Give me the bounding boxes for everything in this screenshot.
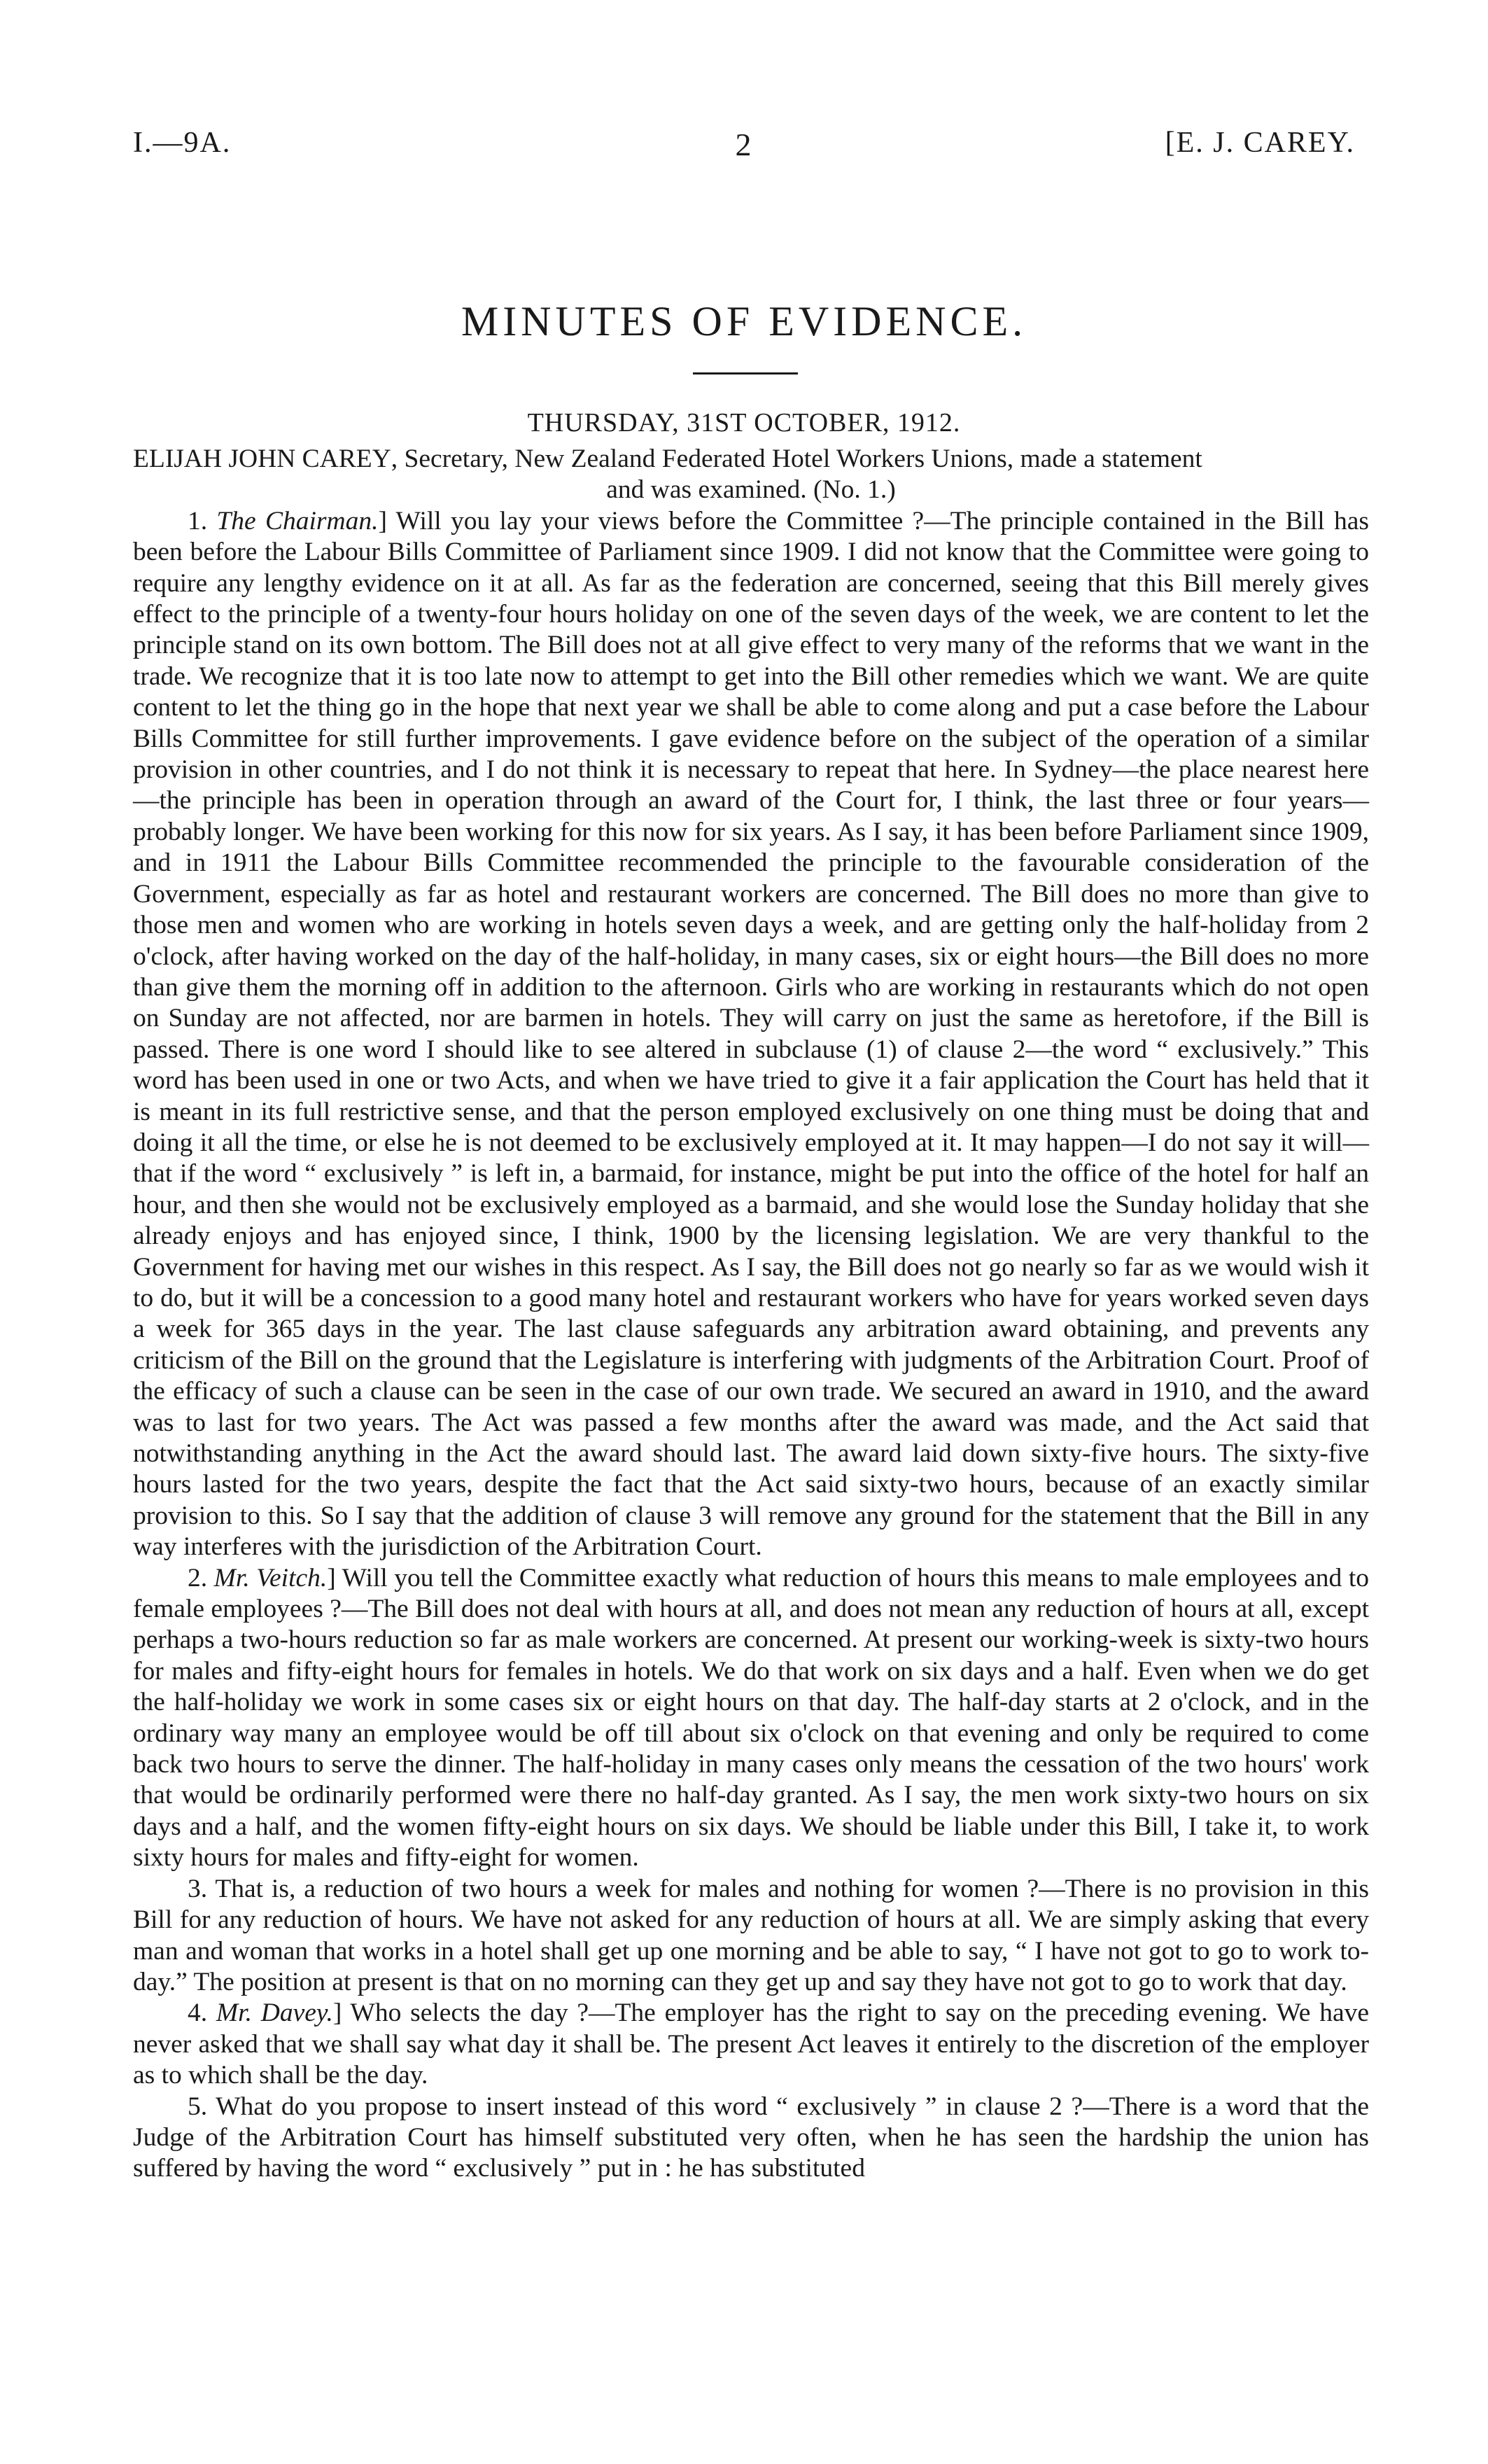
running-header xyxy=(133,126,1355,168)
questioner: Mr. Veitch. xyxy=(213,1563,328,1592)
evidence-paragraph xyxy=(133,1998,1369,2091)
witness-examined: and was examined. (No. 1.) xyxy=(606,475,896,505)
questioner: The Chairman. xyxy=(216,506,379,536)
title-divider xyxy=(693,372,798,374)
question-number: 2. xyxy=(188,1563,208,1592)
evidence-paragraph xyxy=(133,1874,1369,1998)
witness-reference: [E. J. CAREY. xyxy=(1165,127,1355,159)
question-answer: What do you propose to insert instead of this word “ exclusively ” in clause 2 ?—There is a word that the Judge of the Arbitration Court has himself substituted very often, when he has seen the hardship the union has suffered by having the word “ exclusively ” put in : he has substituted xyxy=(133,2092,1370,2183)
page-title: MINUTES OF EVIDENCE. xyxy=(461,298,1027,344)
questioner: Mr. Davey. xyxy=(216,1998,333,2028)
question-answer: ] Will you lay your views before the Committee ?—The principle contained in the Bill has been before the Labour Bills Committee of Parliament since 1909. I did not know that the Committee were going to require any lengthy evidence on it at all. As far as the federation are concerned, seeing that this Bill merely gives effect to the principle of a twenty-four hours holiday on one of the seven days of the week, we are content to let the principle stand on its own bottom. The Bill does not at all give effect to very many of the reforms that we want in the trade. We recognize that it is too late now to attempt to get into the Bill other remedies which we want. We are quite content to let the thing go in the hope that next year we shall be able to come along and put a case before the Labour Bills Committee for still further improvements. I gave evidence before on the subject of the operation of a similar provision in other countries, and I do not think it is necessary to repeat that here. In Sydney—the place nearest here—the principle has been in operation through an award of the Court for, I think, the last three or four years—probably longer. We have been working for this now for six years. As I say, it has been before Parliament since 1909, and in 1911 the Labour Bills Committee recommended the principle to the favourable consideration of the Government, especially as far as hotel and restaurant workers are concerned. The Bill does no more than give to those men and women who are working in hotels seven days a week, and are getting only the half-holiday from 2 o'clock, after having worked on the day of the half-holiday, in many cases, six or eight hours—the Bill does no more than give them the morning off in addition to the afternoon. Girls who are working in restaurants which do not open on Sunday are not affected, nor are barmen in hotels. They will carry on just the same as heretofore, if the Bill is passed. There is one word I should like to see altered in subclause (1) of clause 2—the word “ exclusively.” This word has been used in one or two Acts, and when we have tried to give it a fair application the Court has held that it is meant in its full restrictive sense, and that the person employed exclusively on one thing must be doing that and doing it all the time, or else he is not deemed to be exclusively employed at it. It may happen—I do not say it will—that if the word “ exclusively ” is left in, a barmaid, for instance, might be put into the office of the hotel for half an hour, and then she would not be exclusively employed as a barmaid, and she would lose the Sunday holiday that she already enjoys and has enjoyed since, I think, 1900 by the licensing legislation. We are very thankful to the Government for having met our wishes in this respect. As I say, the Bill does not go nearly so far as we would wish it to do, but it will be a concession to a good many hotel and restaurant workers who have for years worked seven days a week for 365 days in the year. The last clause safeguards any arbitration award obtaining, and prevents any criticism of the Bill on the ground that the Legislature is interfering with judgments of the Arbitration Court. Proof of the efficacy of such a clause can be seen in the case of our own trade. We secured an award in 1910, and the award was to last for two years. The Act was passed a few months after the award was made, and the Act said that notwithstanding anything in the Act the award should last. The award laid down sixty-five hours. The sixty-five hours lasted for the two years, despite the fact that the Act said sixty-two hours, because of an exactly similar provision to this. So I say that the addition of clause 3 will remove any ground for the statement that the Bill in any way interferes with the jurisdiction of the Arbitration Court. xyxy=(133,506,1370,1562)
evidence-paragraph xyxy=(133,506,1369,1563)
witness-name: ELIJAH JOHN CAREY xyxy=(133,444,391,473)
question-number: 5. xyxy=(188,2092,208,2121)
question-number: 3. xyxy=(188,1874,208,1903)
witness-description: , Secretary, New Zealand Federated Hotel Workers Unions, made a statement xyxy=(391,444,1202,473)
witness-intro xyxy=(133,444,1369,506)
document-reference: I.—9A. xyxy=(133,127,232,159)
question-number: 4. xyxy=(188,1998,208,2028)
evidence-paragraph xyxy=(133,1563,1369,1874)
page-number: 2 xyxy=(735,127,753,162)
question-answer: ] Who selects the day ?—The employer has the right to say on the preceding evening. We have never asked that we shall say what day it shall be. The present Act leaves it entirely to the discretion of the employer as to which shall be the day. xyxy=(133,1998,1370,2090)
question-number: 1. xyxy=(188,506,208,536)
session-date: THURSDAY, 31ST OCTOBER, 1912. xyxy=(527,408,961,438)
question-answer: That is, a reduction of two hours a week for males and nothing for women ?—There is no provision in this Bill for any reduction of hours. We have not asked for any reduction of hours at all. We are simply asking that every man and woman that works in a hotel shall get up one morning and be able to say, “ I have not got to go to work to-day.” The position at present is that on no morning can they get up and say they have not got to go to work that day. xyxy=(133,1874,1369,1996)
question-answer: ] Will you tell the Committee exactly what reduction of hours this means to male employees and to female employees ?—The Bill does not deal with hours at all, and does not mean any reduction of hours at all, except perhaps a two-hours reduction so far as male workers are concerned. At present our working-week is sixty-two hours for males and fifty-eight hours for females in hotels. We do that work on six days and a half. Even when we do get the half-holiday we work in some cases six or eight hours on that day. The half-day starts at 2 o'clock, and in the ordinary way many an employee would be off till about six o'clock on that evening and only be required to come back two hours to serve the dinner. The half-holiday in many cases only means the cessation of the two hours' work that would be ordinarily performed were there no half-day granted. As I say, the men work sixty-two hours on six days and a half, and the women fifty-eight hours on six days. We should be liable under this Bill, I take it, to work sixty hours for males and fifty-eight for women. xyxy=(133,1563,1369,1872)
evidence-paragraph xyxy=(133,2092,1369,2185)
evidence-body xyxy=(133,444,1369,2185)
